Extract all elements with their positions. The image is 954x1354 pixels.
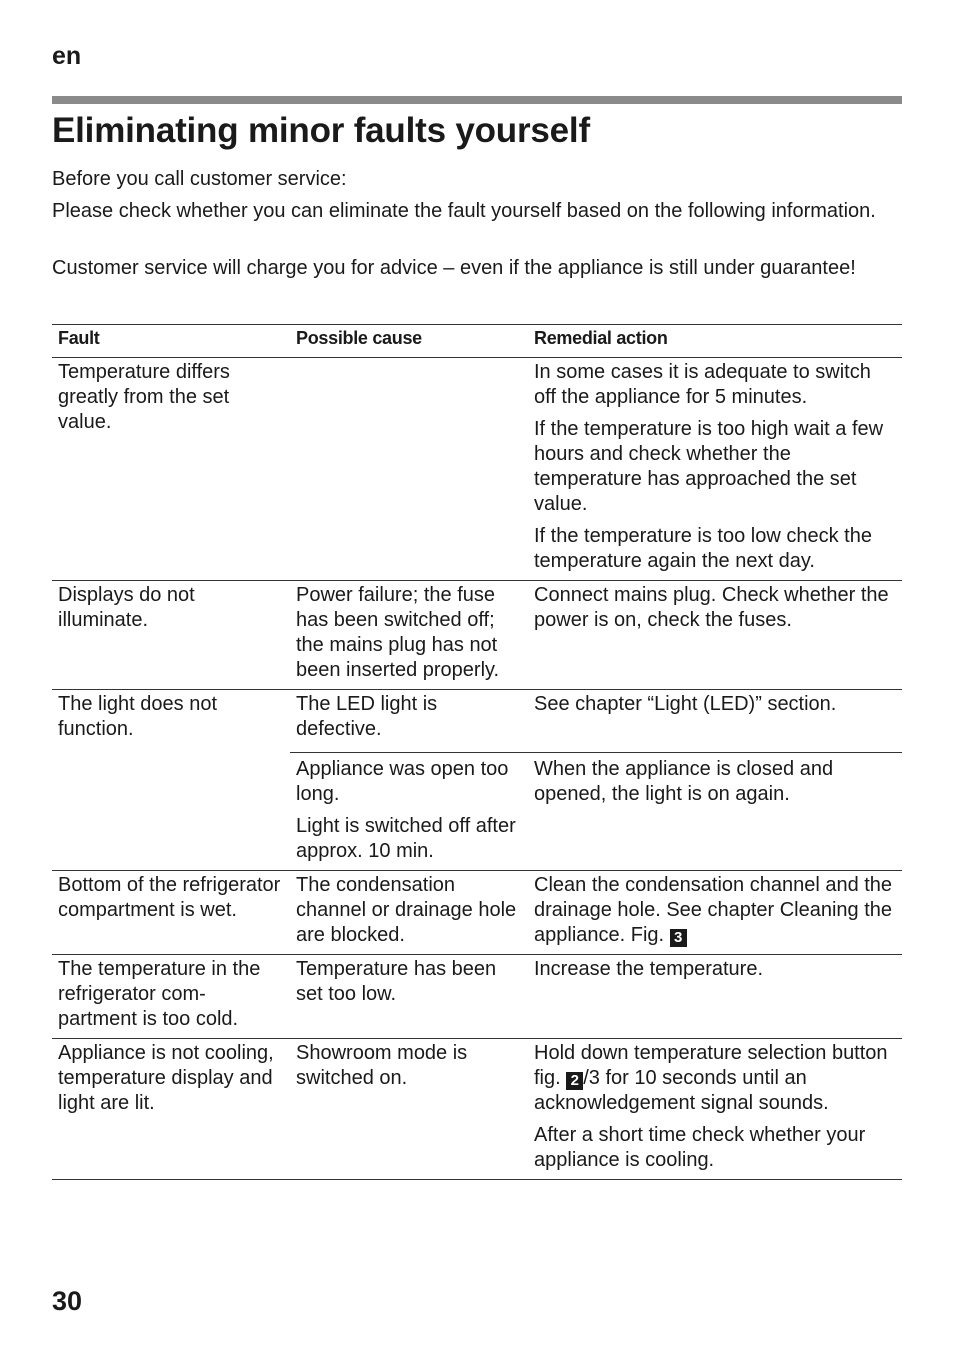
fault-cell: Bottom of the refrigerator compartment is wet. — [52, 871, 290, 955]
table-row — [52, 1039, 902, 1180]
cause-cell — [290, 358, 528, 581]
intro-paragraph: Customer service will charge you for advice – even if the appliance is still under guarantee! — [52, 257, 856, 279]
table-row — [52, 871, 902, 955]
cause-cell: Power failure; the fuse has been switched off; the mains plug has not been inserted properly. — [290, 581, 528, 690]
intro-paragraph: Please check whether you can eliminate the fault yourself based on the following information. — [52, 200, 876, 222]
fault-cell: Appliance is not cooling, temperature display and light are lit. — [52, 1039, 290, 1180]
column-header-fault: Fault — [52, 325, 290, 358]
page-number: 30 — [52, 1286, 83, 1316]
table-row — [52, 358, 902, 581]
figure-reference-3: 3 — [670, 929, 687, 947]
table-row — [52, 955, 902, 1039]
remedy-text-a: Hold down temperature selection button fig. — [534, 1042, 888, 1089]
fault-cell: Temperature differs greatly from the set value. — [52, 358, 290, 581]
table-row — [52, 690, 902, 753]
column-header-cause: Possible cause — [290, 325, 528, 358]
table-header-row — [52, 325, 902, 358]
cause-text: Appliance was open too long. — [296, 758, 509, 805]
remedy-cell: Increase the temperature. — [528, 955, 902, 1039]
column-header-remedy: Remedial action — [528, 325, 902, 358]
fault-cell: The temperature in the refrigerator com-partment is too cold. — [52, 955, 290, 1039]
remedy-cell: Connect mains plug. Check whether the power is on, check the fuses. — [528, 581, 902, 690]
remedy-text — [534, 1041, 896, 1116]
remedy-text: If the temperature is too low check the temperature again the next day. — [534, 525, 872, 572]
cause-cell: The condensation channel or drainage hole are blocked. — [290, 871, 528, 955]
fault-cell: Displays do not illuminate. — [52, 581, 290, 690]
figure-reference-2: 2 — [566, 1072, 583, 1090]
remedy-cell: When the appliance is closed and opened, the light is on again. — [528, 753, 902, 871]
table-row — [52, 581, 902, 690]
cause-text: Light is switched off after approx. 10 min. — [296, 815, 516, 862]
remedy-cell — [528, 1039, 902, 1180]
page-title: Eliminating minor faults yourself — [52, 111, 590, 150]
remedy-cell: See chapter “Light (LED)” section. — [528, 690, 902, 753]
cause-cell: Showroom mode is switched on. — [290, 1039, 528, 1180]
fault-cell: The light does not function. — [52, 690, 290, 871]
remedy-text: In some cases it is adequate to switch off the appliance for 5 minutes. — [534, 361, 871, 408]
language-label: en — [52, 42, 82, 70]
cause-cell: Temperature has been set too low. — [290, 955, 528, 1039]
intro-paragraph: Before you call customer service: — [52, 168, 347, 190]
cause-cell: The LED light is defective. — [290, 690, 528, 753]
fault-table — [52, 324, 902, 1180]
remedy-text-b: /3 for 10 seconds until an acknowledgement signal sounds. — [534, 1067, 829, 1114]
remedy-text: After a short time check whether your appliance is cooling. — [534, 1124, 866, 1171]
remedy-text: Clean the condensation channel and the drainage hole. See chapter Cleaning the appliance. Fig. — [534, 874, 893, 946]
remedy-cell — [528, 871, 902, 955]
remedy-text: If the temperature is too high wait a few hours and check whether the temperature has approached the set value. — [534, 418, 884, 515]
header-rule — [52, 96, 902, 104]
remedy-cell — [528, 358, 902, 581]
cause-cell — [290, 753, 528, 871]
